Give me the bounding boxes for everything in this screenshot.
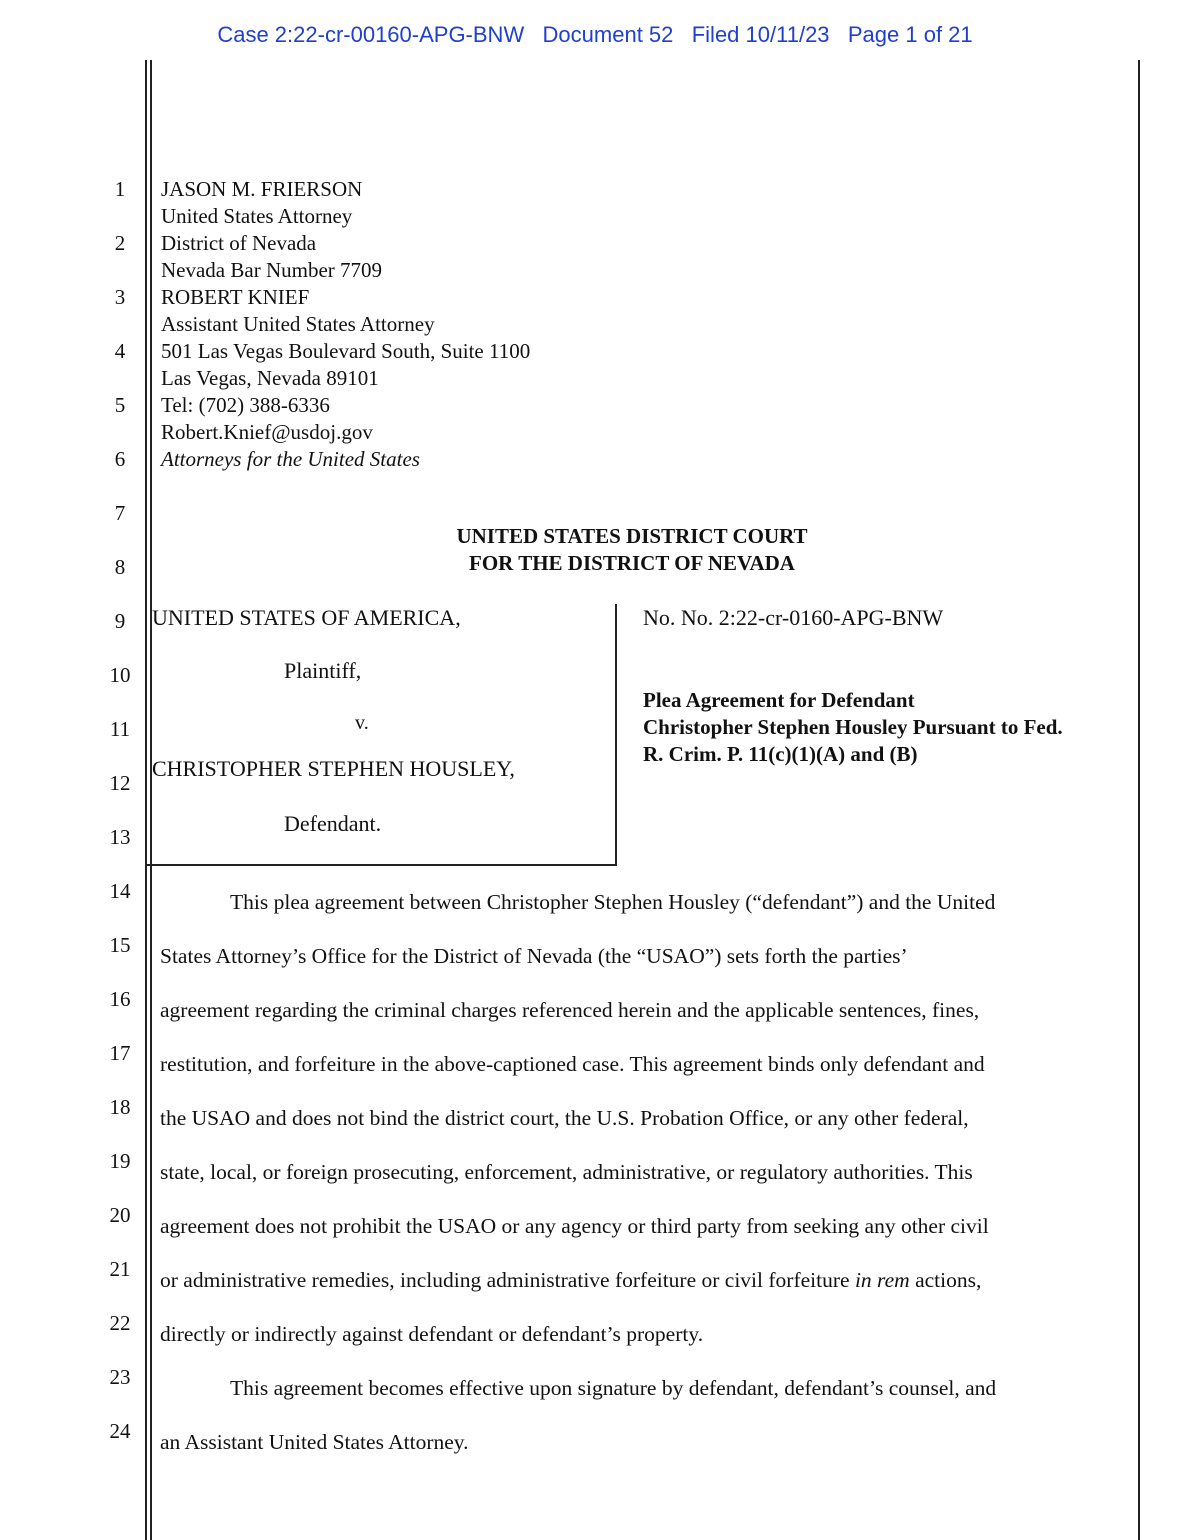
line-number: 23: [109, 1365, 131, 1389]
line-number: 18: [109, 1095, 131, 1119]
line-number: 14: [109, 879, 131, 903]
document-title-line1: Plea Agreement for Defendant: [643, 688, 915, 712]
filing-header: Case 2:22-cr-00160-APG-BNW Document 52 Filed 10/11/23 Page 1 of 21: [217, 22, 973, 47]
caption-divider: [615, 604, 617, 866]
body-paragraph-1-line: state, local, or foreign prosecuting, enforcement, administrative, or regulatory authorities. This: [160, 1160, 973, 1184]
attorney-line: United States Attorney: [161, 204, 353, 228]
attorney-line: Tel: (702) 388-6336: [161, 393, 330, 417]
body-paragraph-1-line: States Attorney’s Office for the District of Nevada (the “USAO”) sets forth the parties’: [160, 944, 908, 968]
body-paragraph-1-line: This plea agreement between Christopher Stephen Housley (“defendant”) and the United: [230, 890, 996, 914]
line-number: 6: [114, 447, 126, 471]
line-number: 15: [109, 933, 131, 957]
defendant-label: Defendant.: [284, 811, 382, 836]
document-title-line2: Christopher Stephen Housley Pursuant to Fed.: [643, 715, 1063, 739]
line-number: 21: [109, 1257, 131, 1281]
line-number: 22: [109, 1311, 131, 1335]
italic-term: in rem: [854, 1268, 910, 1292]
attorney-block: [161, 176, 530, 473]
versus: v.: [355, 712, 369, 734]
attorney-line: Las Vegas, Nevada 89101: [161, 366, 379, 390]
line-number: 4: [114, 339, 126, 363]
attorney-line: ROBERT KNIEF: [161, 285, 310, 309]
text-run: or administrative remedies, including administrative forfeiture or civil forfeiture: [160, 1268, 855, 1292]
line-number: 16: [109, 987, 131, 1011]
body-paragraph-1-line: agreement regarding the criminal charges referenced herein and the applicable sentences, fines,: [160, 998, 980, 1022]
right-margin-rule: [1138, 60, 1140, 1540]
body-paragraph-1-line: restitution, and forfeiture in the above-captioned case. This agreement binds only defendant and: [160, 1052, 985, 1076]
text-run: actions,: [909, 1268, 982, 1292]
body-paragraph-2-line: an Assistant United States Attorney.: [160, 1430, 469, 1454]
body-paragraph-1-line: agreement does not prohibit the USAO or any agency or third party from seeking any other civil: [160, 1214, 989, 1238]
caption-bottom-rule: [145, 864, 617, 866]
court-title-line2: FOR THE DISTRICT OF NEVADA: [469, 551, 795, 575]
attorney-line: 501 Las Vegas Boulevard South, Suite 1100: [161, 339, 531, 363]
attorney-role: Attorneys for the United States: [161, 447, 420, 471]
attorney-line: JASON M. FRIERSON: [161, 177, 363, 201]
attorney-line: District of Nevada: [161, 231, 317, 255]
document-title-line3: R. Crim. P. 11(c)(1)(A) and (B): [643, 742, 918, 766]
attorney-line: Assistant United States Attorney: [161, 312, 435, 336]
left-margin-rule-inner: [150, 60, 152, 1540]
attorney-email: Robert.Knief@usdoj.gov: [161, 420, 373, 444]
defendant-name: CHRISTOPHER STEPHEN HOUSLEY,: [152, 756, 515, 781]
line-number: 19: [109, 1149, 131, 1173]
line-number: 20: [109, 1203, 131, 1227]
line-number: 8: [114, 555, 126, 579]
court-title-line1: UNITED STATES DISTRICT COURT: [456, 524, 808, 548]
line-number: 24: [109, 1419, 131, 1443]
line-number: 3: [114, 285, 126, 309]
attorney-line: Nevada Bar Number 7709: [161, 258, 383, 282]
case-number: No. No. 2:22-cr-0160-APG-BNW: [643, 605, 944, 630]
body-paragraph-1-line: [160, 1268, 1110, 1293]
line-number: 13: [109, 825, 131, 849]
body-paragraph-2-line: This agreement becomes effective upon signature by defendant, defendant’s counsel, and: [230, 1376, 997, 1400]
line-number: 11: [109, 717, 131, 741]
line-number: 10: [109, 663, 131, 687]
plaintiff-name: UNITED STATES OF AMERICA,: [152, 605, 461, 630]
left-margin-rule-outer: [145, 60, 147, 1540]
line-number: 5: [114, 393, 126, 417]
body-paragraph-1-line: directly or indirectly against defendant or defendant’s property.: [160, 1322, 704, 1346]
line-number: 9: [114, 609, 126, 633]
line-number: 1: [114, 177, 126, 201]
line-number: 7: [114, 501, 126, 525]
plaintiff-label: Plaintiff,: [284, 658, 362, 683]
body-paragraph-1-line: the USAO and does not bind the district court, the U.S. Probation Office, or any other federal,: [160, 1106, 969, 1130]
line-number: 17: [109, 1041, 131, 1065]
line-number: 2: [114, 231, 126, 255]
line-number: 12: [109, 771, 131, 795]
